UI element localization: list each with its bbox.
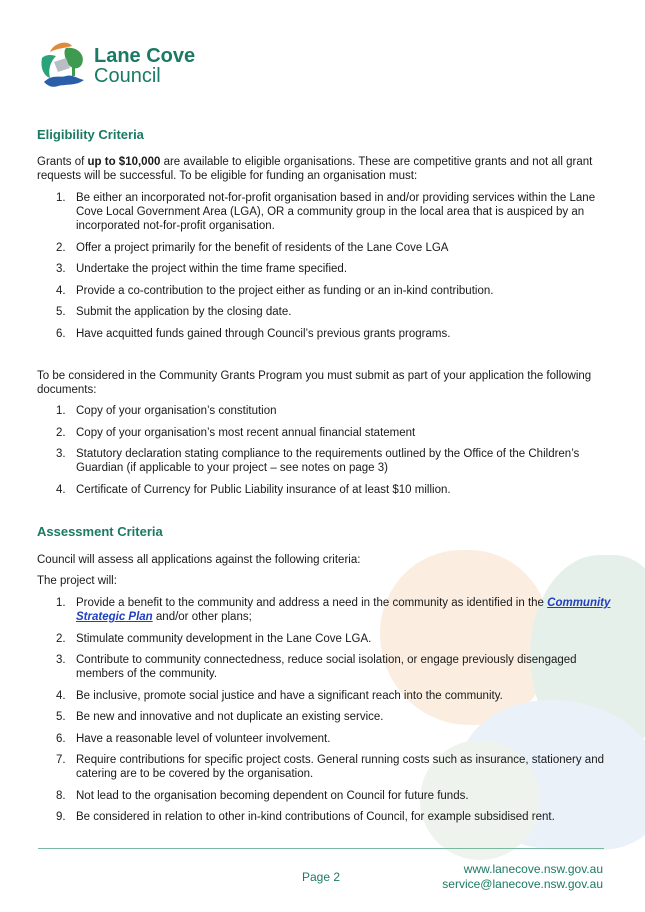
email-link[interactable]: service@lanecove.nsw.gov.au <box>442 877 603 891</box>
list-item <box>37 241 612 255</box>
list-number: 6. <box>56 732 66 745</box>
list-number: 6. <box>56 327 66 340</box>
list-text: Offer a project primarily for the benefit of residents of the Lane Cove LGA <box>76 241 449 254</box>
list-item <box>37 483 612 497</box>
list-item <box>37 789 612 803</box>
eligibility-heading: Eligibility Criteria <box>37 127 144 142</box>
list-number: 2. <box>56 632 66 645</box>
grant-amount: up to $10,000 <box>87 156 161 168</box>
community-strategic-plan-link[interactable]: Community Strategic Plan <box>76 597 611 623</box>
footer-divider <box>38 848 604 849</box>
list-text: Copy of your organisation’s constitution <box>76 405 277 417</box>
page-number: Page 2 <box>302 870 341 884</box>
list-text: Copy of your organisation’s most recent annual financial statement <box>76 426 416 439</box>
logo-subtitle: Council <box>94 65 161 87</box>
list-text: Provide a co-contribution to the project either as funding or an in-kind contribution. <box>76 284 494 297</box>
list-text-post: and/or other plans; <box>152 611 252 623</box>
list-item <box>37 426 612 440</box>
website-link[interactable]: www.lanecove.nsw.gov.au <box>463 862 603 876</box>
eligibility-list <box>37 191 612 348</box>
eligibility-intro <box>37 155 607 183</box>
documents-intro: To be considered in the Community Grants Program you must submit as part of your application the following documents: <box>37 370 592 396</box>
list-item <box>37 710 612 724</box>
list-number: 5. <box>56 711 66 723</box>
list-text: Have a reasonable level of volunteer involvement. <box>76 732 331 745</box>
assessment-heading: Assessment Criteria <box>37 524 163 539</box>
list-number: 2. <box>56 241 66 254</box>
list-number: 9. <box>56 811 66 823</box>
list-text: Contribute to community connectedness, reduce social isolation, or engage previously disengaged members of the community. <box>76 654 577 680</box>
assessment-lead: The project will: <box>37 575 117 587</box>
list-text: Submit the application by the closing date. <box>76 306 292 318</box>
list-item <box>37 732 612 746</box>
list-item <box>37 596 612 624</box>
list-text: Require contributions for specific project costs. General running costs such as insurance, stationery and catering are to be covered by the organisation. <box>76 754 604 780</box>
list-number: 1. <box>56 405 66 417</box>
list-text: Have acquitted funds gained through Council’s previous grants programs. <box>76 327 451 340</box>
logo-title: Lane Cove <box>94 45 196 67</box>
list-number: 8. <box>56 789 66 802</box>
list-number: 4. <box>56 483 66 496</box>
list-number: 3. <box>56 654 66 666</box>
list-number: 3. <box>56 263 66 275</box>
list-number: 4. <box>56 689 66 702</box>
list-text: Stimulate community development in the Lane Cove LGA. <box>76 632 372 645</box>
list-text-pre: Provide a benefit to the community and address a need in the community as identified in the <box>76 597 548 609</box>
assessment-intro: Council will assess all applications against the following criteria: <box>37 554 361 566</box>
documents-list <box>37 404 612 504</box>
list-number: 2. <box>56 426 66 439</box>
list-text: Certificate of Currency for Public Liability insurance of at least $10 million. <box>76 483 451 496</box>
eligibility-intro-pre: Grants of <box>37 156 88 168</box>
list-number: 1. <box>56 192 66 204</box>
council-logo-icon <box>36 38 88 90</box>
list-item <box>37 689 612 703</box>
list-text: Undertake the project within the time frame specified. <box>76 263 348 275</box>
list-number: 3. <box>56 448 66 460</box>
list-number: 1. <box>56 597 66 609</box>
list-item <box>37 632 612 646</box>
list-number: 5. <box>56 306 66 318</box>
list-text: Be considered in relation to other in-kind contributions of Council, for example subsidised rent. <box>76 811 555 823</box>
list-item <box>37 284 612 298</box>
list-item <box>37 404 612 418</box>
list-item <box>37 653 612 681</box>
list-item <box>37 327 612 341</box>
council-logo <box>36 38 216 90</box>
list-item <box>37 810 612 824</box>
footer-contact <box>442 862 603 892</box>
list-number: 4. <box>56 284 66 297</box>
eligibility-intro-post: are available to eligible organisations. These are competitive grants and not all grant requests will be successful. To be eligible for funding an organisation must: <box>37 156 593 182</box>
list-item <box>37 191 612 233</box>
list-number: 7. <box>56 754 66 766</box>
list-text: Be either an incorporated not-for-profit organisation based in and/or providing services within the Lane Cove Local Government Area (LGA), OR a community group in the local area that is auspiced by an incorporated not-for-profit organisation. <box>76 192 596 232</box>
list-item <box>37 262 612 276</box>
list-item <box>37 447 612 475</box>
list-item <box>37 305 612 319</box>
list-text: Be new and innovative and not duplicate an existing service. <box>76 711 384 723</box>
list-text: Statutory declaration stating compliance to the requirements outlined by the Office of the Children’s Guardian (if applicable to your project – see notes on page 3) <box>76 448 580 474</box>
list-item <box>37 753 612 781</box>
list-text: Be inclusive, promote social justice and have a significant reach into the community. <box>76 689 503 702</box>
list-text: Not lead to the organisation becoming dependent on Council for future funds. <box>76 789 469 802</box>
assessment-list <box>37 596 612 832</box>
